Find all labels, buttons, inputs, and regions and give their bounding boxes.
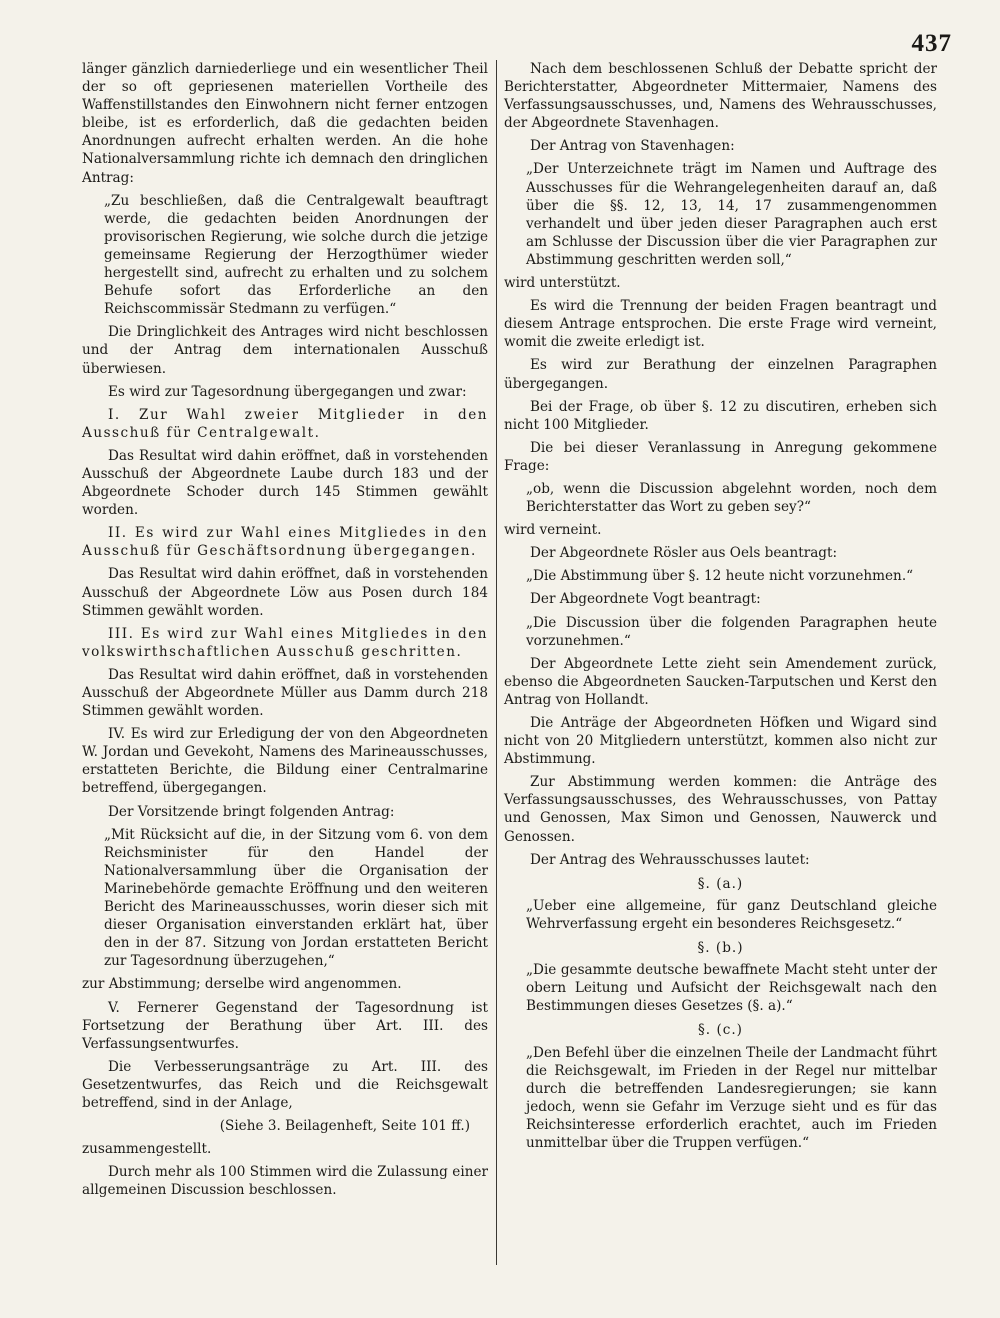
left-column xyxy=(82,60,488,1204)
quote-paragraph: „Zu beschließen, daß die Centralgewalt beauftragt werde, die gedachten beiden Anordnungen der provisorischen Regierung, wie solche durch die jetzige gemeinsame Regierung der Herzogthümer wieder hergestellt sind, aufrecht zu erhalten und zu solchem Behufe sofort das Erforderliche an den Reichscommissär Stedmann zu verfügen.“ xyxy=(104,192,488,318)
paragraph: Bei der Frage, ob über §. 12 zu discutiren, erheben sich nicht 100 Mitglieder. xyxy=(504,398,937,433)
paragraph: zur Abstimmung; derselbe wird angenommen. xyxy=(82,976,402,993)
paragraph: Das Resultat wird dahin eröffnet, daß in vorstehenden Ausschuß der Abgeordnete Müller aus Damm durch 218 Stimmen gewählt worden. xyxy=(82,666,488,720)
paragraph: Die Dringlichkeit des Antrages wird nicht beschlossen und der Antrag dem internationalen Ausschuß überwiesen. xyxy=(82,324,488,377)
paragraph: Zur Abstimmung werden kommen: die Anträge des Verfassungsausschusses, des Wehrausschusses, von Pattay und Genossen, Max Simon und Genossen, Nauwerck und Genossen. xyxy=(504,774,937,845)
paragraph: zusammengestellt. xyxy=(82,1141,212,1158)
paragraph: Das Resultat wird dahin eröffnet, daß in vorstehenden Ausschuß der Abgeordnete Laube durch 183 und der Abgeordnete Schoder durch 145 Stimmen gewählt worden. xyxy=(82,447,488,519)
paragraph: Der Antrag von Stavenhagen: xyxy=(530,138,735,155)
paragraph: Der Antrag des Wehrausschusses lautet: xyxy=(530,851,810,868)
section-marker: §. (c.) xyxy=(698,1022,743,1039)
quote-paragraph: „Der Unterzeichnete trägt im Namen und Auftrage des Ausschusses für die Wehrangelegenheiten darauf an, daß über die §§. 12, 13, 14, 17 zusammengenommen verhandelt und über jeden dieser Paragraphen auch erst am Schlusse der Discussion über die vier Paragraphen zur Abstimmung geschritten werden soll,“ xyxy=(526,161,937,268)
section-marker: §. (a.) xyxy=(697,875,744,892)
paragraph: Nach dem beschlossenen Schluß der Debatte spricht der Berichterstatter, Abgeordneter Mittermaier, Namens des Verfassungsausschusses, und, Namens des Wehrausschusses, der Abgeordnete Stavenhagen. xyxy=(504,61,937,132)
reference-note: (Siehe 3. Beilagenheft, Seite 101 ff.) xyxy=(219,1118,470,1135)
paragraph: Der Abgeordnete Vogt beantragt: xyxy=(530,591,761,608)
paragraph: länger gänzlich darniederliege und ein wesentlicher Theil der so oft gepriesenen materiellen Vortheile des Waffenstillstandes den Einwohnern nicht ferner entzogen bleibe, ist es erforderlich, daß die gedachten beiden Anordnungen aufrecht erhalten werden. An die hohe Nationalversammlung richte ich demnach den dringlichen Antrag: xyxy=(82,61,488,186)
quote-paragraph: „Ueber eine allgemeine, für ganz Deutschland gleiche Wehrverfassung ergeht ein besonderes Reichsgesetz.“ xyxy=(526,897,937,932)
agenda-item-heading: I. Zur Wahl zweier Mitglieder in den Ausschuß für Centralgewalt. xyxy=(82,406,488,441)
paragraph: Durch mehr als 100 Stimmen wird die Zulassung einer allgemeinen Discussion beschlossen. xyxy=(82,1164,488,1199)
paragraph: Der Abgeordnete Lette zieht sein Amendement zurück, ebenso die Abgeordneten Saucken-Tarputschen und Kerst den Antrag von Hollandt. xyxy=(504,655,937,708)
paragraph: Die Verbesserungsanträge zu Art. III. des Gesetzentwurfes, das Reich und die Reichsgewalt betreffend, sind in der Anlage, xyxy=(82,1058,488,1111)
quote-paragraph: „ob, wenn die Discussion abgelehnt worden, noch dem Berichterstatter das Wort zu geben sey?“ xyxy=(526,480,937,516)
right-column xyxy=(504,60,937,1157)
agenda-item-heading: III. Es wird zur Wahl eines Mitgliedes in den volkswirthschaftlichen Ausschuß geschritten. xyxy=(82,625,488,660)
page-number: 437 xyxy=(911,30,952,57)
quote-paragraph: „Die Abstimmung über §. 12 heute nicht vorzunehmen.“ xyxy=(526,568,914,585)
agenda-item-heading: IV. Es wird zur Erledigung der von den Abgeordneten W. Jordan und Gevekoht, Namens des Marineausschusses, erstatteten Berichte, die Bildung einer Centralmarine betreffend, übergegangen. xyxy=(82,726,488,797)
paragraph: Der Abgeordnete Rösler aus Oels beantragt: xyxy=(530,545,838,562)
quote-paragraph: „Die gesammte deutsche bewaffnete Macht steht unter der obern Leitung und Aufsicht der Reichsgewalt nach den Bestimmungen dieses Gesetzes (§. a).“ xyxy=(526,962,937,1015)
column-divider xyxy=(496,60,497,1265)
paragraph: Es wird die Trennung der beiden Fragen beantragt und diesem Antrage entsprochen. Die erste Frage wird verneint, womit die zweite erledigt ist. xyxy=(504,298,937,351)
paragraph: wird verneint. xyxy=(504,522,602,539)
quote-paragraph: „Die Discussion über die folgenden Paragraphen heute vorzunehmen.“ xyxy=(526,614,937,649)
paragraph: Der Vorsitzende bringt folgenden Antrag: xyxy=(108,803,395,820)
paragraph: Es wird zur Tagesordnung übergegangen und zwar: xyxy=(108,383,467,400)
paragraph: Die Anträge der Abgeordneten Höfken und Wigard sind nicht von 20 Mitgliedern unterstützt, kommen also nicht zur Abstimmung. xyxy=(504,715,937,768)
section-marker: §. (b.) xyxy=(697,940,744,957)
paragraph: Die bei dieser Veranlassung in Anregung gekommene Frage: xyxy=(504,439,937,474)
quote-paragraph: „Den Befehl über die einzelnen Theile der Landmacht führt die Reichsgewalt, im Frieden in der Regel nur mittelbar durch die betreffenden Landesregierungen; sie kann jedoch, wenn sie Gefahr im Verzuge sieht und es für das Reichsinteresse erforderlich erachtet, auch im Frieden unmittelbar über die Truppen verfügen.“ xyxy=(526,1044,937,1151)
paragraph: Das Resultat wird dahin eröffnet, daß in vorstehenden Ausschuß der Abgeordnete Löw aus Posen durch 184 Stimmen gewählt worden. xyxy=(82,566,488,619)
agenda-item-heading: V. Fernerer Gegenstand der Tagesordnung ist Fortsetzung der Berathung über Art. III. des Verfassungsentwurfes. xyxy=(82,999,488,1052)
paragraph: Es wird zur Berathung der einzelnen Paragraphen übergegangen. xyxy=(504,357,937,392)
quote-paragraph: „Mit Rücksicht auf die, in der Sitzung vom 6. von dem Reichsminister für den Handel der Nationalversammlung über die Organisation der Marinebehörde gemachte Eröffnung und den weiteren Bericht des Marineausschusses, worin dieser sich mit dieser Organisation einverstanden erklärt hat, über den in der 87. Sitzung von Jordan erstatteten Bericht zur Tagesordnung überzugehen,“ xyxy=(104,826,488,970)
agenda-item-heading: II. Es wird zur Wahl eines Mitgliedes in den Ausschuß für Geschäftsordnung übergegangen. xyxy=(82,525,488,560)
paragraph: wird unterstützt. xyxy=(504,275,621,292)
